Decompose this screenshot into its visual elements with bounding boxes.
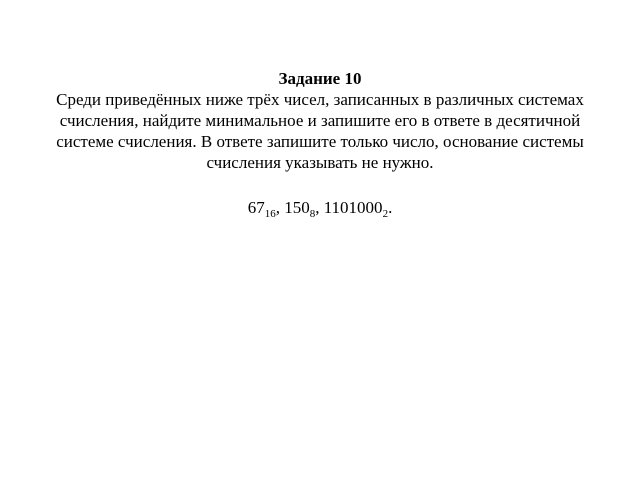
number-base: 8	[309, 208, 316, 220]
number-base: 16	[264, 208, 276, 220]
number-value: 150	[284, 198, 310, 217]
number-separator: .	[388, 198, 393, 217]
number-separator: ,	[315, 198, 324, 217]
task-title: Задание 10	[278, 69, 362, 88]
number-value: 67	[247, 198, 265, 217]
number-list	[36, 197, 604, 218]
number-item	[247, 198, 285, 220]
number-value: 1101000	[323, 198, 383, 217]
task-block	[36, 68, 604, 173]
task-text: Среди приведённых ниже трёх чисел, записанных в различных системах счисления, найдите минимальное и запишите его в ответе в десятичной системе счисления. В ответе запишите только число, основание системы счисления указывать не нужно.	[56, 90, 584, 172]
number-base: 2	[382, 208, 389, 220]
number-item	[284, 198, 324, 220]
number-item	[323, 198, 393, 220]
number-separator: ,	[275, 198, 285, 217]
